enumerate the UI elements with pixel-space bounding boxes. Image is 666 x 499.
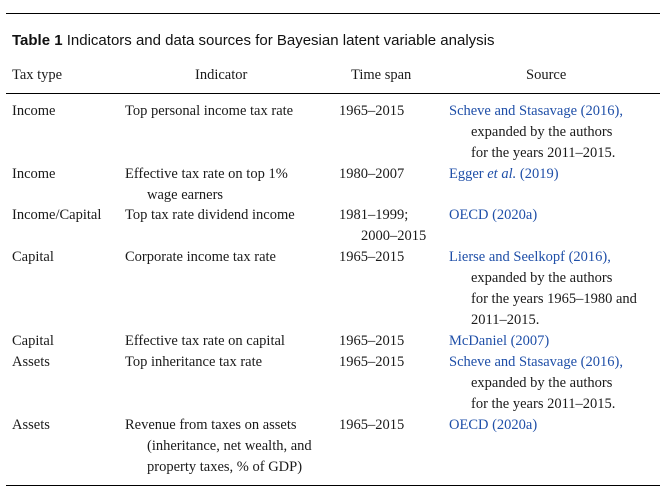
source-line: expanded by the authors bbox=[471, 124, 613, 140]
cell-source bbox=[449, 247, 637, 331]
table-caption-label: Table 1 bbox=[12, 32, 63, 49]
source-line: for the years 2011–2015. bbox=[471, 145, 616, 161]
table-header-rule bbox=[6, 93, 660, 94]
cell-indicator bbox=[125, 331, 285, 352]
indicator-line: Corporate income tax rate bbox=[125, 249, 276, 265]
cell-tax-type: Capital bbox=[12, 249, 54, 265]
time-span-line: 1965–2015 bbox=[339, 417, 405, 433]
time-span-line: 1965–2015 bbox=[339, 103, 405, 119]
cell-tax-type: Income bbox=[12, 103, 56, 119]
header-source: Source bbox=[526, 67, 567, 83]
cell-tax-type: Income/Capital bbox=[12, 207, 102, 223]
indicator-line: (inheritance, net wealth, and bbox=[147, 438, 312, 454]
source-line: for the years 2011–2015. bbox=[471, 396, 616, 412]
source-link[interactable]: OECD (2020a) bbox=[449, 207, 538, 223]
time-span-line: 1965–2015 bbox=[339, 249, 405, 265]
cell-source bbox=[449, 415, 537, 436]
indicator-line: Revenue from taxes on assets bbox=[125, 417, 297, 433]
time-span-line: 1965–2015 bbox=[339, 333, 405, 349]
indicator-line: Effective tax rate on top 1% bbox=[125, 166, 288, 182]
indicator-line: Top tax rate dividend income bbox=[125, 207, 295, 223]
table-bottom-rule bbox=[6, 485, 660, 486]
cell-indicator bbox=[125, 101, 293, 122]
cell-source bbox=[449, 331, 549, 352]
cell-time-span bbox=[339, 205, 426, 247]
cell-source bbox=[449, 101, 623, 164]
time-span-line: 1965–2015 bbox=[339, 354, 405, 370]
cell-tax-type: Capital bbox=[12, 333, 54, 349]
source-link-prefix: Egger bbox=[449, 166, 488, 182]
cell-time-span bbox=[339, 415, 404, 436]
source-link[interactable]: Scheve and Stasavage (2016), bbox=[449, 103, 623, 119]
cell-indicator bbox=[125, 247, 276, 268]
cell-tax-type: Assets bbox=[12, 417, 50, 433]
source-line: expanded by the authors bbox=[471, 270, 613, 286]
cell-source bbox=[449, 164, 559, 185]
source-line: 2011–2015. bbox=[471, 312, 540, 328]
cell-source bbox=[449, 352, 623, 415]
table-caption bbox=[12, 32, 495, 49]
time-span-line: 1980–2007 bbox=[339, 166, 405, 182]
cell-indicator bbox=[125, 415, 312, 478]
cell-source bbox=[449, 205, 537, 226]
time-span-line: 1981–1999; bbox=[339, 207, 409, 223]
source-line: for the years 1965–1980 and bbox=[471, 291, 637, 307]
cell-time-span bbox=[339, 352, 404, 373]
indicator-line: wage earners bbox=[147, 187, 224, 203]
source-link[interactable] bbox=[449, 164, 559, 185]
cell-tax-type: Assets bbox=[12, 354, 50, 370]
cell-indicator bbox=[125, 164, 288, 206]
source-line: expanded by the authors bbox=[471, 375, 613, 391]
cell-time-span bbox=[339, 101, 404, 122]
indicator-line: property taxes, % of GDP) bbox=[147, 459, 303, 475]
header-tax-type: Tax type bbox=[12, 67, 63, 83]
source-link-suffix: (2019) bbox=[516, 166, 559, 182]
table-caption-text: Indicators and data sources for Bayesian latent variable analysis bbox=[66, 32, 495, 49]
source-link[interactable]: Scheve and Stasavage (2016), bbox=[449, 354, 623, 370]
cell-indicator bbox=[125, 205, 295, 226]
cell-time-span bbox=[339, 247, 404, 268]
header-time-span: Time span bbox=[351, 67, 412, 83]
source-link[interactable]: McDaniel (2007) bbox=[449, 333, 550, 349]
indicator-line: Effective tax rate on capital bbox=[125, 333, 285, 349]
cell-time-span bbox=[339, 164, 404, 185]
header-indicator: Indicator bbox=[195, 67, 248, 83]
indicator-line: Top personal income tax rate bbox=[125, 103, 294, 119]
cell-time-span bbox=[339, 331, 404, 352]
source-link-em: et al. bbox=[487, 166, 517, 182]
cell-indicator bbox=[125, 352, 262, 373]
cell-tax-type: Income bbox=[12, 166, 56, 182]
table-top-rule bbox=[6, 13, 660, 14]
indicator-line: Top inheritance tax rate bbox=[125, 354, 263, 370]
time-span-line: 2000–2015 bbox=[361, 228, 427, 244]
source-link[interactable]: Lierse and Seelkopf (2016), bbox=[449, 249, 611, 265]
source-link[interactable]: OECD (2020a) bbox=[449, 417, 538, 433]
